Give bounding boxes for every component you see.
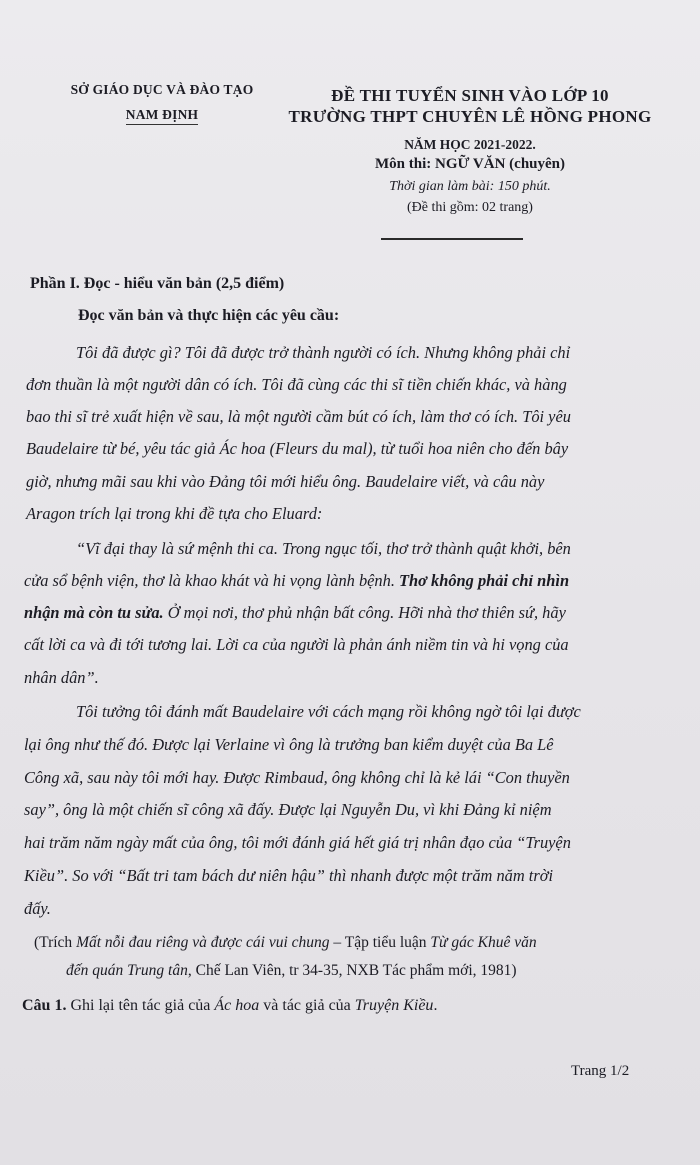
passage-line: giờ, nhưng mãi sau khi vào Đảng tôi mới hiểu ông. Baudelaire viết, và câu này — [26, 472, 545, 491]
citation-text: – Tập tiểu luận — [329, 934, 431, 951]
passage-line: bao thi sĩ trẻ xuất hiện về sau, là một người cầm bút có ích, làm thơ có ích. Tôi yêu — [26, 407, 571, 426]
source-citation — [34, 934, 537, 952]
quote-emphasis: Thơ không phải chỉ nhìn — [399, 571, 570, 590]
question-1 — [22, 997, 437, 1015]
citation-text: (Trích — [34, 934, 77, 951]
quote-line — [24, 603, 566, 623]
citation-book: đến quán Trung tân — [66, 962, 188, 979]
citation-book: Từ gác Khuê văn — [430, 934, 537, 951]
subject: Môn thi: NGỮ VĂN (chuyên) — [375, 156, 565, 172]
page-number: Trang 1/2 — [571, 1063, 630, 1079]
passage-line: say”, ông là một chiến sĩ công xã đấy. Được lại Nguyễn Du, vì khi Đảng kỉ niệm — [24, 800, 552, 819]
quote-line: cất lời ca và đi tới tương lai. Lời ca của người là phản ánh niềm tin và hi vọng của — [24, 635, 569, 654]
passage-line: Kiều”. So với “Bất tri tam bách dư niên hậu” thì nhanh được một trăm năm trời — [24, 866, 554, 885]
quote-text: Ở mọi nơi, thơ phủ nhận bất công. Hỡi nhà thơ thiên sứ, hãy — [163, 603, 566, 622]
department-name: SỞ GIÁO DỤC VÀ ĐÀO TẠO — [70, 82, 254, 97]
header-divider — [381, 238, 523, 240]
quote-text: cửa sổ bệnh viện, thơ là khao khát và hi vọng lành bệnh. — [24, 571, 400, 590]
quote-line: “Vĩ đại thay là sứ mệnh thi ca. Trong ngục tối, thơ trở thành quật khởi, bên — [76, 539, 571, 558]
province-name: NAM ĐỊNH — [126, 107, 198, 125]
quote-line: nhân dân”. — [24, 668, 99, 687]
quote-line — [24, 571, 569, 591]
question-label: Câu 1. — [22, 997, 67, 1014]
issuer-block — [52, 82, 272, 125]
passage-line: đơn thuần là một người dân có ích. Tôi đã cùng các thi sĩ tiền chiến khác, và hàng — [26, 375, 567, 394]
source-citation — [66, 962, 517, 980]
question-text: Truyện Kiều — [354, 997, 434, 1014]
question-text: và tác giả của — [259, 997, 355, 1014]
pages-note: (Đề thi gồm: 02 trang) — [407, 200, 533, 215]
passage-line: đấy. — [24, 899, 51, 918]
passage-line: lại ông như thế đó. Được lại Verlaine vì ông là trưởng ban kiểm duyệt của Ba Lê — [24, 735, 554, 754]
question-text: Ghi lại tên tác giả của — [66, 997, 215, 1014]
question-text: Ác hoa — [214, 997, 260, 1014]
passage-line: Công xã, sau này tôi mới hay. Được Rimbaud, ông không chỉ là kẻ lái “Con thuyền — [24, 768, 570, 787]
passage-line: Tôi đã được gì? Tôi đã được trở thành người có ích. Nhưng không phải chỉ — [76, 343, 571, 362]
school-year: NĂM HỌC 2021-2022. — [404, 137, 536, 152]
passage-line: hai trăm năm ngày mất của ông, tôi mới đánh giá hết giá trị nhân đạo của “Truyện — [24, 833, 571, 852]
exam-title-block — [240, 86, 700, 216]
citation-title: Mất nỗi đau riêng và được cái vui chung — [76, 934, 330, 951]
section-instruction: Đọc văn bản và thực hiện các yêu cầu: — [78, 307, 340, 324]
quote-emphasis: nhận mà còn tu sửa. — [24, 603, 164, 622]
citation-text: , Chế Lan Viên, tr 34-35, NXB Tác phẩm mới, 1981) — [187, 962, 517, 979]
school-name: TRƯỜNG THPT CHUYÊN LÊ HỒNG PHONG — [288, 107, 652, 126]
passage-line: Baudelaire từ bé, yêu tác giả Ác hoa (Fleurs du mal), từ tuổi hoa niên cho đến bây — [26, 439, 569, 458]
question-text: . — [433, 997, 438, 1014]
exam-title: ĐỀ THI TUYỂN SINH VÀO LỚP 10 — [331, 86, 609, 105]
passage-line: Aragon trích lại trong khi đề tựa cho Eluard: — [26, 504, 323, 523]
time-limit: Thời gian làm bài: 150 phút. — [389, 179, 551, 194]
passage-line: Tôi tưởng tôi đánh mất Baudelaire với cách mạng rồi không ngờ tôi lại được — [76, 702, 581, 721]
section-title: Phần I. Đọc - hiểu văn bản (2,5 điểm) — [30, 275, 285, 292]
